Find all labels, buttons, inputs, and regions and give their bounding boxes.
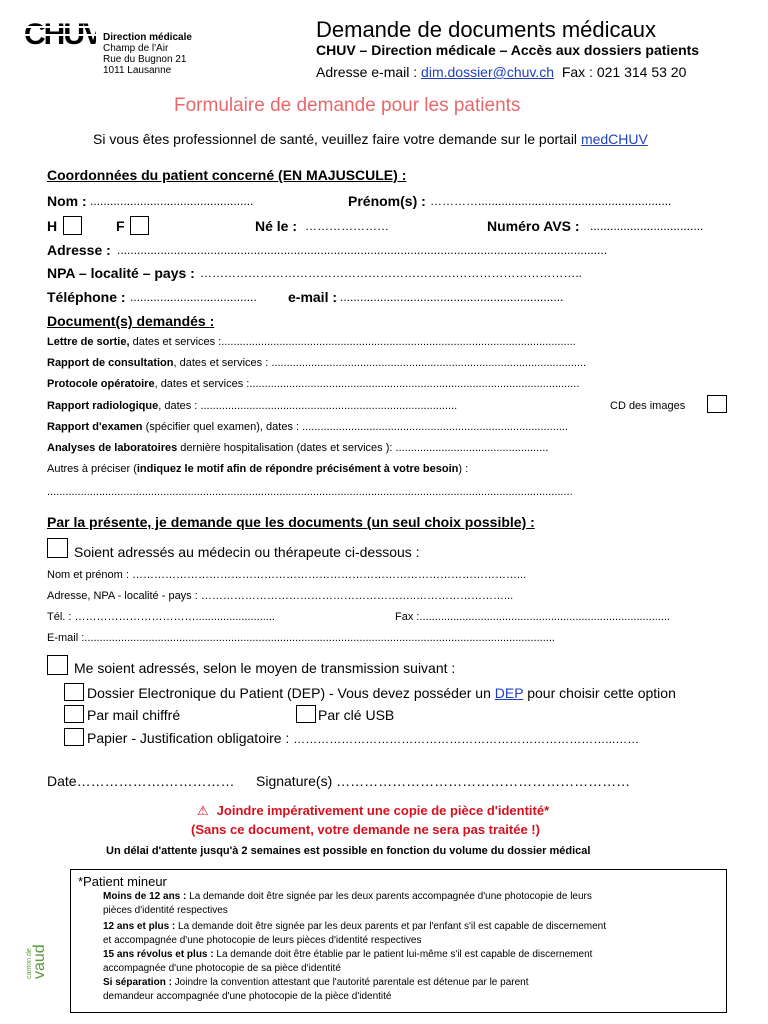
vaud-canton-text: canton de <box>26 948 33 979</box>
usb-option-label: Par clé USB <box>318 707 395 723</box>
minor-item-0-bold: Moins de 12 ans : <box>103 891 187 902</box>
sex-f-label: F <box>116 218 125 234</box>
warning-text-1: Joindre impérativement une copie de pièce d'identité* <box>216 803 550 818</box>
minor-item-3 <box>103 976 529 1004</box>
doc-autres-text2: ) : <box>458 463 469 475</box>
doc-examen-name: Rapport d'examen <box>47 421 143 433</box>
minor-item-1 <box>103 920 606 948</box>
doctor-fax-field[interactable]: .................................................................................. <box>419 611 671 623</box>
doc-examen <box>47 421 568 433</box>
email-label: Adresse e-mail : <box>316 64 422 80</box>
email-link[interactable]: dim.dossier@chuv.ch <box>421 64 555 80</box>
minor-item-3-text1: Joindre la convention attestant que l'autorité parentale est détenue par le parent <box>171 977 529 988</box>
professional-note <box>93 131 648 147</box>
doc-autres-field[interactable]: ............................................................................................................................................................................ <box>47 486 573 498</box>
vaud-logo <box>22 905 48 983</box>
paper-option <box>87 730 639 746</box>
minor-item-3-text2: demandeur accompagnée d'une photocopie de la pièce d'identité <box>103 991 392 1002</box>
doctor-email-field[interactable]: .......................................................................................................................................................... <box>84 632 555 644</box>
doc-labo-detail: dernière hospitalisation (dates et services ): <box>177 442 396 454</box>
paper-justification-field[interactable]: ……………………………………………………………………...…… <box>293 732 640 746</box>
doctor-email-label: E-mail : <box>47 632 85 644</box>
minor-item-1-text1: La demande doit être signée par les deux parents et par l'enfant s'il est capable de discernement <box>175 921 607 932</box>
doctor-address <box>47 590 513 602</box>
patient-email-field[interactable]: ................................................................... <box>340 290 564 304</box>
page-subtitle: CHUV – Direction médicale – Accès aux dossiers patients <box>316 42 700 58</box>
org-name: Direction médicale <box>103 32 192 43</box>
doc-examen-field[interactable]: ....................................................................................... <box>302 421 568 433</box>
doc-lettre-field[interactable]: .................................................................................................................... <box>221 336 576 348</box>
doc-radio <box>47 400 457 412</box>
birthdate-field[interactable]: ………………… <box>305 219 389 233</box>
minor-item-0-text2: pièces d'identité respectives <box>103 905 228 916</box>
doc-examen-detail: (spécifier quel examen), dates : <box>142 421 303 433</box>
sex-h-checkbox[interactable] <box>63 216 82 235</box>
warning-icon: ⚠ <box>197 803 209 818</box>
sex-f-checkbox[interactable] <box>130 216 149 235</box>
usb-checkbox[interactable] <box>296 705 316 723</box>
option-self-label: Me soient adressés, selon le moyen de transmission suivant : <box>74 660 456 676</box>
minor-item-2-text2: accompagnée d'une photocopie de sa pièce d'identité <box>103 963 341 974</box>
mail-checkbox[interactable] <box>64 705 84 723</box>
minor-item-0-text1: La demande doit être signée par les deux parents accompagnée d'une photocopie de leurs <box>186 891 592 902</box>
doc-autres-bold: indiquez le motif afin de répondre précisément à votre besoin <box>136 463 459 475</box>
signature-label: Signature(s) <box>256 773 337 789</box>
documents-heading: Document(s) demandés : <box>47 313 215 329</box>
doc-radio-detail: , dates : <box>158 400 201 412</box>
patient-email-label: e-mail : <box>288 289 338 305</box>
doc-consultation <box>47 357 586 369</box>
date-field[interactable]: ……………….…………… <box>76 773 235 789</box>
org-address-2: Rue du Bugnon 21 <box>103 54 187 65</box>
minor-item-3-bold: Si séparation : <box>103 977 172 988</box>
date-line <box>47 773 234 789</box>
org-address-3: 1011 Lausanne <box>103 65 172 76</box>
doc-labo-name: Analyses de laboratoires <box>47 442 178 454</box>
mail-option-label: Par mail chiffré <box>87 707 181 723</box>
professional-note-text: Si vous êtes professionnel de santé, veuillez faire votre demande sur le portail <box>93 131 581 147</box>
chuv-logo-graphic <box>24 18 96 48</box>
telephone-field[interactable]: ...................................... <box>130 290 257 304</box>
prenom-label: Prénom(s) : <box>348 193 426 209</box>
avs-label: Numéro AVS : <box>487 218 580 234</box>
doc-lettre <box>47 336 576 348</box>
sex-h-label: H <box>47 218 58 234</box>
doctor-fax <box>395 611 670 623</box>
doc-lettre-name: Lettre de sortie, <box>47 336 130 348</box>
doc-autres <box>47 463 468 475</box>
delay-note: Un délai d'attente jusqu'à 2 semaines est possible en fonction du volume du dossier médical <box>106 845 591 857</box>
fax-label: Fax : 021 314 53 20 <box>554 64 687 80</box>
nom-field[interactable]: ................................................. <box>90 194 254 208</box>
org-address-1: Champ de l'Air <box>103 43 169 54</box>
request-heading: Par la présente, je demande que les documents (un seul choix possible) : <box>47 514 535 530</box>
adresse-field[interactable]: ................................................................................................................................................... <box>117 243 608 257</box>
paper-option-label: Papier - Justification obligatoire : <box>87 730 294 746</box>
dep-option-text2: pour choisir cette option <box>523 685 676 701</box>
doc-consultation-field[interactable]: ....................................................................................................... <box>271 357 587 369</box>
warning-line-1 <box>197 803 549 819</box>
doc-protocole-name: Protocole opératoire <box>47 378 155 390</box>
date-label: Date <box>47 773 77 789</box>
minor-item-1-text2: et accompagnée d'une photocopie de leurs pièces d'identité respectives <box>103 935 422 946</box>
birthdate-label: Né le : <box>255 218 298 234</box>
page-title: Demande de documents médicaux <box>316 17 656 42</box>
medchuv-link[interactable]: medCHUV <box>580 131 648 147</box>
doctor-tel-field[interactable]: …………………………….......................... <box>74 611 275 623</box>
minor-item-2-bold: 15 ans révolus et plus : <box>103 949 214 960</box>
contact-line <box>316 64 686 80</box>
npa-field[interactable]: ……………………………………………………….………………………….. <box>200 266 583 280</box>
cd-images-label: CD des images <box>610 400 686 412</box>
doctor-tel <box>47 611 275 623</box>
option-doctor-label: Soient adressés au médecin ou thérapeute ci-dessous : <box>74 544 420 560</box>
doc-consultation-name: Rapport de consultation <box>47 357 174 369</box>
telephone-label: Téléphone : <box>47 289 126 305</box>
doctor-fax-label: Fax : <box>395 611 420 623</box>
adresse-label: Adresse : <box>47 242 111 258</box>
patient-heading: Coordonnées du patient concerné (EN MAJUSCULE) : <box>47 167 407 183</box>
minor-item-2-text1: La demande doit être établie par le patient lui-même s'il est capable de discernement <box>213 949 593 960</box>
doc-consultation-detail: , dates et services : <box>173 357 272 369</box>
vaud-text: vaud <box>31 944 48 979</box>
dep-link[interactable]: DEP <box>494 685 524 701</box>
doctor-name-label: Nom et prénom : <box>47 569 132 581</box>
chuv-logo <box>24 18 96 48</box>
doctor-name <box>47 569 526 581</box>
doc-labo <box>47 442 548 454</box>
doc-radio-field[interactable]: .................................................................................... <box>200 400 458 412</box>
doc-lettre-detail: dates et services : <box>129 336 222 348</box>
warning-line-2: (Sans ce document, votre demande ne sera pas traitée !) <box>191 822 540 837</box>
cd-images-checkbox[interactable] <box>707 395 727 413</box>
doc-protocole <box>47 378 579 390</box>
dep-option-text: Dossier Electronique du Patient (DEP) - Vous devez posséder un <box>87 685 495 701</box>
nom-label: Nom : <box>47 193 87 209</box>
minor-item-1-bold: 12 ans et plus : <box>103 921 176 932</box>
chuv-logo-text: CHUV <box>24 18 96 48</box>
doctor-tel-label: Tél. : <box>47 611 75 623</box>
form-title: Formulaire de demande pour les patients <box>174 95 521 116</box>
vaud-logo-graphic <box>22 905 48 983</box>
dep-option <box>87 685 676 701</box>
avs-field[interactable]: .................................. <box>590 219 704 233</box>
minor-item-2 <box>103 948 592 976</box>
doctor-name-field[interactable]: ……………………………………………………………………………………………... <box>131 569 527 581</box>
paper-checkbox[interactable] <box>64 728 84 746</box>
minor-item-0 <box>103 890 592 918</box>
doctor-address-field[interactable]: …………………………………………………..……………………... <box>200 590 514 602</box>
prenom-field[interactable]: ………….......................................................... <box>430 194 672 208</box>
signature-field[interactable]: ……………………………………………………… <box>336 773 631 789</box>
option-self-checkbox[interactable] <box>47 655 68 675</box>
doctor-address-label: Adresse, NPA - localité - pays : <box>47 590 201 602</box>
doc-protocole-field[interactable]: ............................................................................................................ <box>249 378 580 390</box>
option-doctor-checkbox[interactable] <box>47 538 68 558</box>
doc-autres-text1: Autres à préciser ( <box>47 463 137 475</box>
doc-radio-name: Rapport radiologique <box>47 400 159 412</box>
doc-protocole-detail: , dates et services : <box>154 378 250 390</box>
signature-line <box>256 773 630 789</box>
minor-title: *Patient mineur <box>78 874 167 889</box>
npa-label: NPA – localité – pays : <box>47 265 195 281</box>
dep-checkbox[interactable] <box>64 683 84 701</box>
doc-labo-field[interactable]: .................................................. <box>395 442 549 454</box>
doctor-email <box>47 632 555 644</box>
